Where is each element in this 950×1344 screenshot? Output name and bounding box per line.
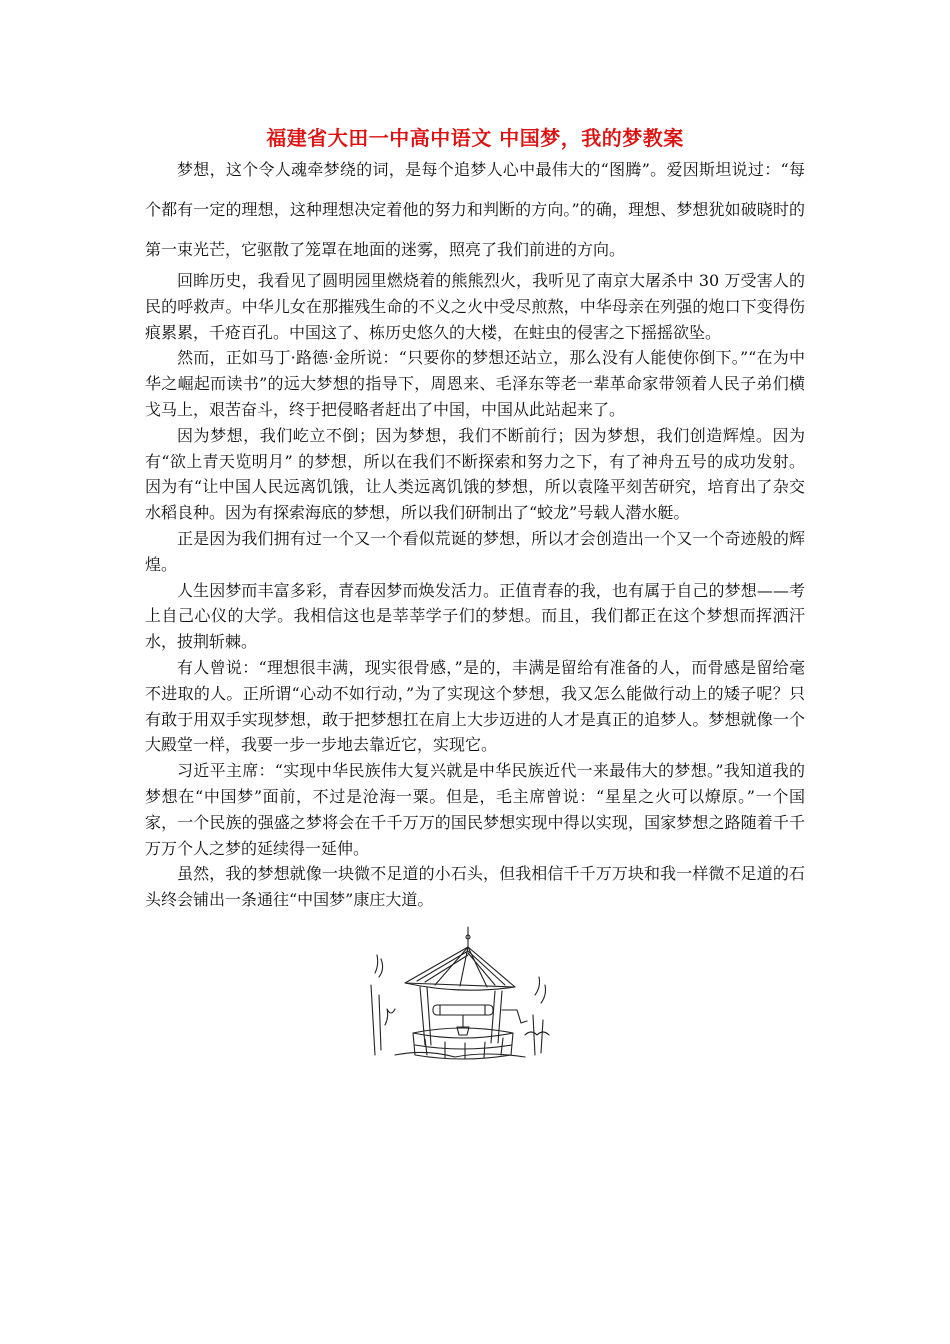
paragraph: 正是因为我们拥有过一个又一个看似荒诞的梦想，所以才会创造出一个又一个奇迹般的辉煌。 [145, 528, 805, 574]
paragraph: 有人曾说：“理想很丰满，现实很骨感，”是的，丰满是留给有准备的人，而骨感是留给毫不进取的人。正所谓“心动不如行动，”为了实现这个梦想，我又怎么能做行动上的矮子呢？只有敢于用双手实现梦想，敢于把梦想扛在肩上大步迈进的人才是真正的追梦人。梦想就像一个大殿堂一样，我要一步一步地去靠近它，实现它。 [145, 657, 805, 755]
paragraph: 习近平主席：“实现中华民族伟大复兴就是中华民族近代一来最伟大的梦想。”我知道我的梦想在“中国梦”面前，不过是沧海一粟。但是，毛主席曾说：“星星之火可以燎原。”一个国家，一个民族的强盛之梦将会在千千万万的国民梦想实现中得以实现，国家梦想之路随着千千万万个人之梦的延续得一延伸。 [145, 761, 805, 858]
document-title: 福建省大田一中高中语文 中国梦，我的梦教案 [266, 126, 684, 150]
paragraph: 回眸历史，我看见了圆明园里燃烧着的熊熊烈火，我听见了南京大屠杀中 30 万受害人的民的呼救声。中华儿女在那摧残生命的不义之火中受尽煎熬，中华母亲在列强的炮口下变得伤痕累累，千疮百孔。中国这了、栋历史悠久的大楼，在蛀虫的侵害之下摇摇欲坠。 [145, 271, 805, 342]
paragraph: 虽然，我的梦想就像一块微不足道的小石头，但我相信千千万万块和我一样微不足道的石头终会铺出一条通往“中国梦”康庄大道。 [145, 864, 805, 910]
paragraph: 然而，正如马丁·路德·金所说：“只要你的梦想还站立，那么没有人能使你倒下。”“在为中华之崛起而读书”的远大梦想的指导下，周恩来、毛泽东等老一辈革命家带领着人民子弟们横戈马上，艰苦奋斗，终于把侵略者赶出了中国，中国从此站起来了。 [145, 348, 805, 419]
well-sketch-icon [365, 925, 555, 1060]
paragraph: 人生因梦而丰富多彩，青春因梦而焕发活力。正值青春的我，也有属于自己的梦想——考上自己心仪的大学。我相信这也是莘莘学子们的梦想。而且，我们都正在这个梦想而挥洒汗水，披荆斩棘。 [145, 580, 805, 652]
paragraph: 因为梦想，我们屹立不倒；因为梦想，我们不断前行；因为梦想，我们创造辉煌。因为有“欲上青天览明月” 的梦想，所以在我们不断探索和努力之下，有了神舟五号的成功发射。因为有“让中国人民远离饥饿，让人类远离饥饿的梦想，所以袁隆平刻苦研究，培育出了杂交水稻良种。因为有探索海底的梦想，所以我们研制出了“蛟龙”号载人潜水艇。 [145, 425, 805, 523]
intro-paragraph: 梦想，这个令人魂牵梦绕的词，是每个追梦人心中最伟大的“图腾”。爱因斯坦说过：“每个都有一定的理想，这种理想决定着他的努力和判断的方向。”的确，理想、梦想犹如破晓时的第一束光芒，它驱散了笼罩在地面的迷雾，照亮了我们前进的方向。 [145, 160, 805, 259]
body-paragraphs [145, 268, 805, 913]
